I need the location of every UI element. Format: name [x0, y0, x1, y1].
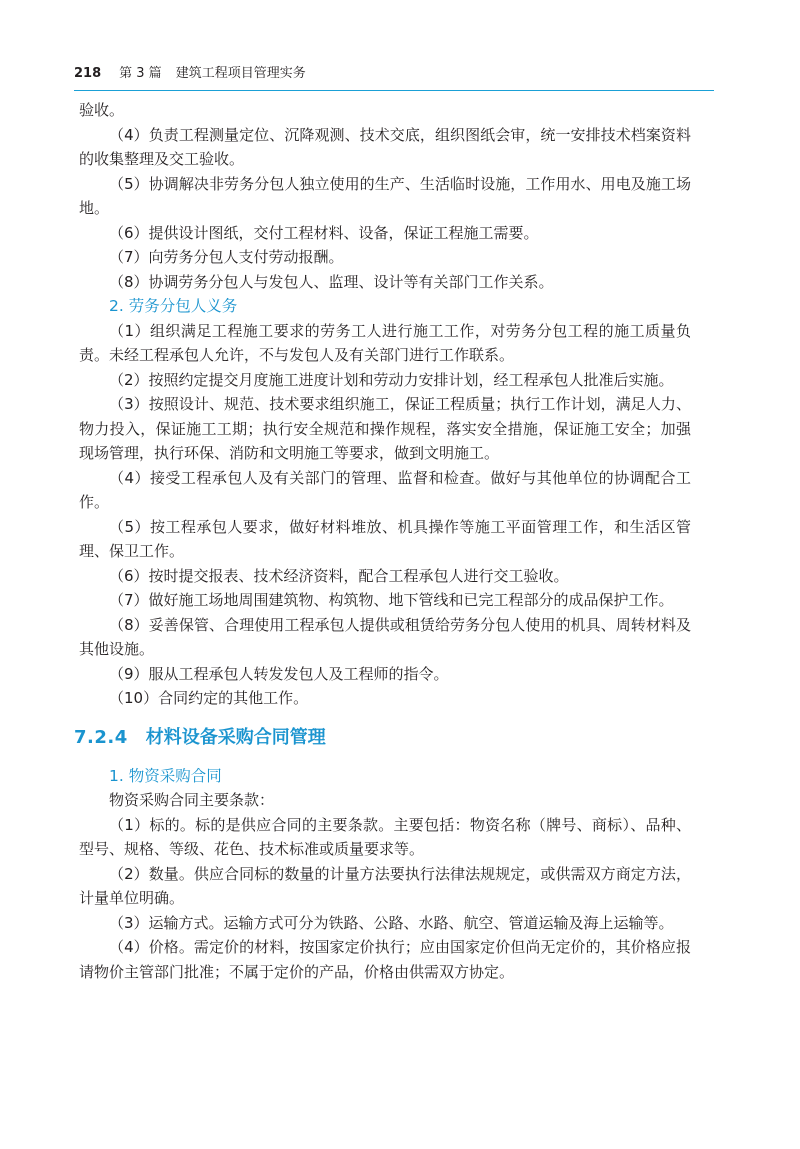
list-item: （7）做好施工场地周围建筑物、构筑物、地下管线和已完工程部分的成品保护工作。	[109, 591, 674, 609]
running-header	[74, 64, 714, 91]
section-heading	[74, 724, 691, 752]
list-item: （8）妥善保管、合理使用工程承包人提供或租赁给劳务分包人使用的机具、周转材料及其他设施。	[79, 615, 691, 658]
subheading-labor-obligations: 2. 劳务分包人义务	[109, 297, 238, 315]
paragraph: 验收。	[79, 101, 125, 119]
list-item: （6）按时提交报表、技术经济资料，配合工程承包人进行交工验收。	[109, 566, 569, 585]
list-item: （8）协调劳务分包人与发包人、监理、设计等有关部门工作关系。	[109, 272, 554, 291]
list-item: （3）运输方式。运输方式可分为铁路、公路、水路、航空、管道运输及海上运输等。	[109, 913, 674, 932]
subheading-material-contract: 1. 物资采购合同	[109, 766, 222, 785]
list-item: （2）数量。供应合同标的数量的计量方法要执行法律法规规定，或供需双方商定方法，计量单位明确。	[79, 864, 691, 907]
list-item: （9）服从工程承包人转发发包人及工程师的指令。	[109, 664, 449, 683]
page-body	[74, 98, 691, 984]
list-item: （5）按工程承包人要求，做好材料堆放、机具操作等施工平面管理工作，和生活区管理、保卫工作。	[79, 517, 691, 560]
book-title: 建筑工程项目管理实务	[175, 66, 306, 81]
list-item: （1）标的。标的是供应合同的主要条款。主要包括：物资名称（牌号、商标）、品种、型号、规格、等级、花色、技术标准或质量要求等。	[79, 815, 691, 858]
list-item: （1）组织满足工程施工要求的劳务工人进行施工工作，对劳务分包工程的施工质量负责。未经工程承包人允许，不与发包人及有关部门进行工作联系。	[79, 321, 691, 364]
list-item: （3）按照设计、规范、技术要求组织施工，保证工程质量；执行工作计划，满足人力、物力投入，保证施工工期；执行安全规范和操作规程，落实安全措施，保证施工安全；加强现场管理，执行环保、消防和文明施工等要求，做到文明施工。	[79, 395, 691, 462]
list-item: （5）协调解决非劳务分包人独立使用的生产、生活临时设施，工作用水、用电及施工场地。	[79, 174, 691, 217]
section-title: 材料设备采购合同管理	[145, 726, 326, 748]
list-item: （7）向劳务分包人支付劳动报酬。	[109, 248, 344, 266]
paragraph: 物资采购合同主要条款：	[109, 791, 275, 809]
list-item: （6）提供设计图纸，交付工程材料、设备，保证工程施工需要。	[109, 223, 539, 242]
list-item: （4）价格。需定价的材料，按国家定价执行；应由国家定价但尚无定价的，其价格应报请物价主管部门批准；不属于定价的产品，价格由供需双方协定。	[79, 938, 691, 981]
list-item: （4）接受工程承包人及有关部门的管理、监督和检查。做好与其他单位的协调配合工作。	[79, 468, 691, 511]
list-item: （10）合同约定的其他工作。	[109, 689, 309, 707]
list-item: （4）负责工程测量定位、沉降观测、技术交底，组织图纸会审，统一安排技术档案资料的收集整理及交工验收。	[79, 125, 691, 168]
section-number: 7.2.4	[74, 726, 128, 748]
page-number: 218	[74, 66, 102, 81]
part-label: 第 3 篇	[119, 66, 162, 81]
list-item: （2）按照约定提交月度施工进度计划和劳动力安排计划，经工程承包人批准后实施。	[109, 370, 674, 389]
